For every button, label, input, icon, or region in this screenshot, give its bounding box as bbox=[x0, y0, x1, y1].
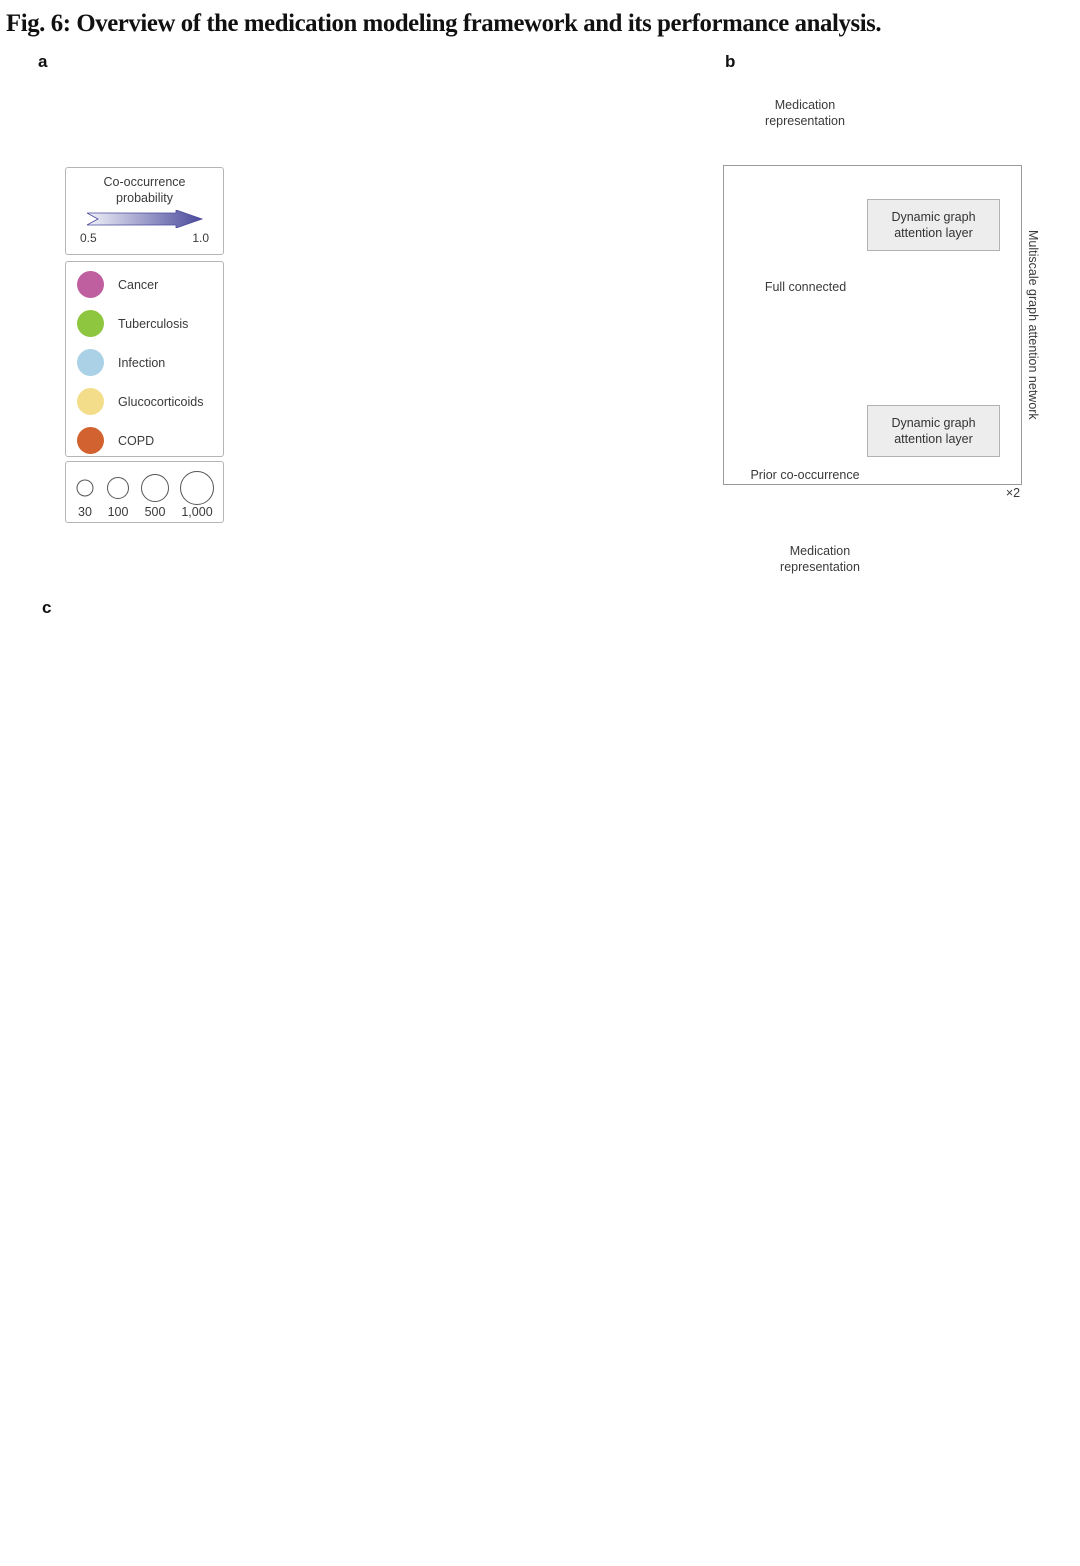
category-label: Glucocorticoids bbox=[118, 394, 204, 409]
cooccurrence-probability-legend bbox=[65, 167, 224, 255]
multiplier-label: ×2 bbox=[1005, 486, 1021, 500]
cooccurrence-legend-title bbox=[66, 175, 223, 206]
legend-category-cancer bbox=[66, 265, 223, 304]
size-reference-circle bbox=[108, 478, 129, 499]
legend-category-copd bbox=[66, 421, 223, 460]
medication-representation-bottom-label: Medication representation bbox=[780, 544, 860, 575]
size-reference-circle bbox=[181, 472, 214, 505]
legend-category-tuberculosis bbox=[66, 304, 223, 343]
node-size-legend-chart bbox=[66, 462, 223, 522]
category-label: COPD bbox=[118, 433, 155, 448]
legend-category-infection bbox=[66, 343, 223, 382]
f1-score-chart bbox=[708, 608, 1038, 938]
legend-title-line1: Co-occurrence bbox=[103, 175, 186, 189]
size-reference-circle bbox=[77, 480, 93, 496]
node-size-legend bbox=[65, 461, 224, 523]
multiscale-graph-attention-network-label: Multiscale graph attention network bbox=[1026, 230, 1040, 420]
panel-c-label: c bbox=[42, 598, 52, 617]
panel-b-label: b bbox=[725, 52, 736, 71]
size-reference-circle bbox=[142, 475, 169, 502]
prior-cooccurrence-label: Prior co-occurrence bbox=[750, 468, 860, 482]
category-legend bbox=[65, 261, 224, 457]
category-label: Cancer bbox=[118, 277, 159, 292]
full-connected-label: Full connected bbox=[764, 280, 847, 294]
category-label: Infection bbox=[118, 355, 166, 370]
medication-representation-top-label: Medication representation bbox=[765, 98, 845, 129]
size-reference-value: 100 bbox=[107, 505, 129, 519]
probability-min: 0.5 bbox=[80, 231, 97, 246]
category-color-dot bbox=[77, 349, 104, 376]
medication-cooccurrence-network bbox=[225, 85, 705, 575]
category-color-dot bbox=[77, 271, 104, 298]
probability-gradient-arrow-icon bbox=[84, 210, 206, 228]
size-reference-value: 500 bbox=[144, 505, 166, 519]
category-color-dot bbox=[77, 388, 104, 415]
category-color-dot bbox=[77, 310, 104, 337]
legend-title-line2: probability bbox=[116, 190, 173, 205]
legend-category-glucocorticoids bbox=[66, 382, 223, 421]
figure-title: Fig. 6: Overview of the medication modeling framework and its performance analysis. bbox=[6, 10, 882, 37]
size-reference-value: 30 bbox=[78, 505, 92, 519]
category-color-dot bbox=[77, 427, 104, 454]
probability-scale-ticks bbox=[66, 231, 223, 245]
size-reference-value: 1,000 bbox=[181, 505, 213, 519]
panel-a-label: a bbox=[38, 52, 48, 71]
medication-encoder-framework bbox=[720, 55, 1080, 600]
dynamic-graph-attention-layer-2: Dynamic graph attention layer bbox=[867, 405, 1000, 457]
category-label: Tuberculosis bbox=[118, 316, 189, 331]
dynamic-graph-attention-layer-1: Dynamic graph attention layer bbox=[867, 199, 1000, 251]
recall-chart bbox=[368, 608, 698, 938]
probability-max: 1.0 bbox=[192, 231, 209, 246]
precision-chart bbox=[30, 608, 360, 938]
